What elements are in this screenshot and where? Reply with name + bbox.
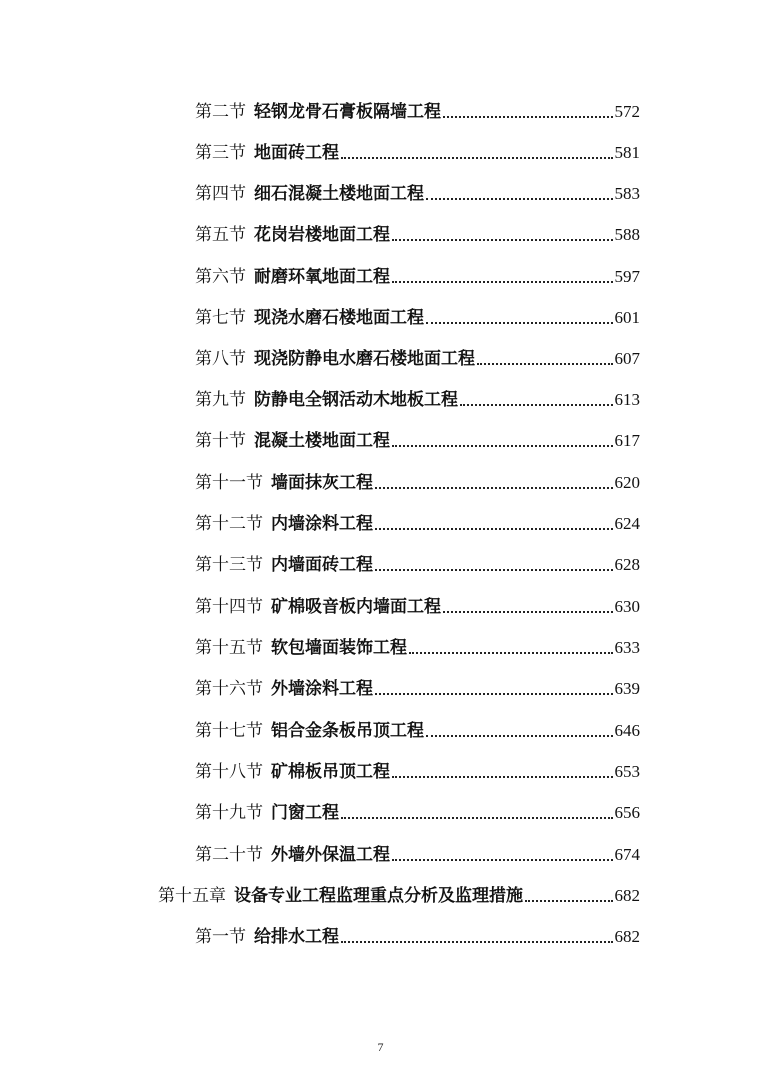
toc-entry-title: 矿棉吸音板内墙面工程 — [271, 597, 441, 617]
toc-entry-page: 624 — [614, 514, 640, 533]
toc-entry[interactable] — [195, 175, 640, 205]
dot-leader — [426, 322, 613, 324]
toc-entry[interactable] — [195, 258, 640, 288]
toc-entry-title: 细石混凝土楼地面工程 — [254, 184, 424, 204]
toc-entry[interactable] — [195, 340, 640, 370]
toc-entry[interactable] — [195, 422, 640, 452]
toc-entry-page: 674 — [614, 845, 640, 864]
dot-leader — [426, 735, 613, 737]
toc-entry-title: 矿棉板吊顶工程 — [271, 762, 390, 782]
toc-entry[interactable] — [195, 670, 640, 700]
dot-leader — [375, 569, 613, 571]
toc-entry-page: 572 — [614, 102, 640, 121]
toc-entry-label: 第十二节 — [195, 514, 263, 534]
toc-entry-label: 第十五章 — [158, 886, 226, 906]
dot-leader — [375, 528, 613, 530]
dot-leader — [341, 157, 613, 159]
toc-entry-page: 628 — [614, 555, 640, 574]
toc-entry-page: 682 — [614, 886, 640, 905]
toc-entry[interactable] — [195, 93, 640, 123]
toc-entry-title: 给排水工程 — [254, 927, 339, 947]
toc-entry-label: 第一节 — [195, 927, 246, 947]
toc-entry-page: 607 — [614, 349, 640, 368]
dot-leader — [392, 281, 613, 283]
toc-entry[interactable] — [195, 381, 640, 411]
dot-leader — [392, 776, 613, 778]
toc-entry-label: 第六节 — [195, 267, 246, 287]
dot-leader — [392, 445, 613, 447]
toc-entry[interactable] — [195, 299, 640, 329]
toc-entry-page: 613 — [614, 390, 640, 409]
dot-leader — [375, 693, 613, 695]
dot-leader — [460, 404, 613, 406]
toc-entry-label: 第十一节 — [195, 473, 263, 493]
toc-entry-page: 682 — [614, 927, 640, 946]
dot-leader — [443, 611, 613, 613]
toc-entry[interactable] — [195, 546, 640, 576]
dot-leader — [443, 116, 613, 118]
toc-entry-label: 第三节 — [195, 143, 246, 163]
toc-entry-page: 633 — [614, 638, 640, 657]
toc-entry-title: 墙面抹灰工程 — [271, 473, 373, 493]
toc-entry-page: 617 — [614, 431, 640, 450]
toc-entry-label: 第十三节 — [195, 555, 263, 575]
toc-entry-title: 现浇防静电水磨石楼地面工程 — [254, 349, 475, 369]
toc-entry-page: 656 — [614, 803, 640, 822]
toc-entry-label: 第五节 — [195, 225, 246, 245]
toc-entry-title: 门窗工程 — [271, 803, 339, 823]
toc-entry-title: 内墙涂料工程 — [271, 514, 373, 534]
toc-entry-title: 地面砖工程 — [254, 143, 339, 163]
dot-leader — [525, 900, 613, 902]
toc-entry[interactable] — [195, 464, 640, 494]
toc-entry-page: 646 — [614, 721, 640, 740]
page-number: 7 — [377, 1040, 384, 1054]
toc-entry-page: 588 — [614, 225, 640, 244]
toc-entry-label: 第十五节 — [195, 638, 263, 658]
toc-entry-title: 防静电全钢活动木地板工程 — [254, 390, 458, 410]
toc-entry-title: 耐磨环氧地面工程 — [254, 267, 390, 287]
toc-entry-title: 软包墙面装饰工程 — [271, 638, 407, 658]
toc-entry[interactable] — [195, 216, 640, 246]
toc-entry[interactable] — [195, 836, 640, 866]
toc-entry-title: 混凝土楼地面工程 — [254, 431, 390, 451]
toc-entry[interactable] — [195, 505, 640, 535]
dot-leader — [341, 941, 613, 943]
toc-entry-label: 第十八节 — [195, 762, 263, 782]
dot-leader — [426, 198, 613, 200]
toc-entry[interactable] — [195, 753, 640, 783]
toc-entry[interactable] — [195, 712, 640, 742]
toc-entry[interactable] — [195, 629, 640, 659]
toc-entry-label: 第八节 — [195, 349, 246, 369]
toc-entry-label: 第二节 — [195, 102, 246, 122]
dot-leader — [392, 859, 613, 861]
toc-entry-page: 583 — [614, 184, 640, 203]
toc-entry[interactable] — [195, 918, 640, 948]
toc-entry-title: 现浇水磨石楼地面工程 — [254, 308, 424, 328]
toc-entry-title: 铝合金条板吊顶工程 — [271, 721, 424, 741]
toc-entry-page: 581 — [614, 143, 640, 162]
toc-entry-title: 外墙外保温工程 — [271, 845, 390, 865]
toc-entry-title: 外墙涂料工程 — [271, 679, 373, 699]
dot-leader — [392, 239, 613, 241]
toc-entry-label: 第九节 — [195, 390, 246, 410]
toc-entry-label: 第二十节 — [195, 845, 263, 865]
dot-leader — [375, 487, 613, 489]
toc-entry-label: 第七节 — [195, 308, 246, 328]
dot-leader — [341, 817, 613, 819]
dot-leader — [409, 652, 613, 654]
toc-entry-page: 601 — [614, 308, 640, 327]
toc-entry-label: 第四节 — [195, 184, 246, 204]
toc-entry-label: 第十节 — [195, 431, 246, 451]
toc-entry-title: 轻钢龙骨石膏板隔墙工程 — [254, 102, 441, 122]
toc-entry-page: 630 — [614, 597, 640, 616]
dot-leader — [477, 363, 613, 365]
toc-entry-title: 内墙面砖工程 — [271, 555, 373, 575]
toc-entry-label: 第十四节 — [195, 597, 263, 617]
toc-entry[interactable] — [195, 588, 640, 618]
toc-entry-page: 653 — [614, 762, 640, 781]
toc-entry-title: 花岗岩楼地面工程 — [254, 225, 390, 245]
toc-entry-label: 第十九节 — [195, 803, 263, 823]
toc-entry-page: 597 — [614, 267, 640, 286]
toc-entry-title: 设备专业工程监理重点分析及监理措施 — [234, 886, 523, 906]
toc-chapter-entry[interactable] — [158, 877, 640, 907]
toc-entry[interactable] — [195, 134, 640, 164]
toc-entry-page: 639 — [614, 679, 640, 698]
toc-entry-label: 第十六节 — [195, 679, 263, 699]
toc-entry-page: 620 — [614, 473, 640, 492]
toc-entry[interactable] — [195, 794, 640, 824]
toc-entry-label: 第十七节 — [195, 721, 263, 741]
